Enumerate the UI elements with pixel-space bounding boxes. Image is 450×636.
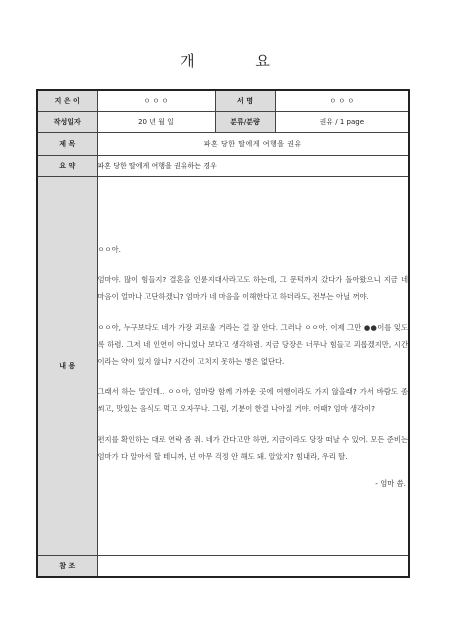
summary-label: 요 약 bbox=[37, 155, 97, 176]
reference-label: 참 조 bbox=[37, 555, 97, 577]
summary-value: 파혼 당한 딸에게 여행을 권유하는 경우 bbox=[97, 155, 409, 176]
summary-row bbox=[37, 155, 409, 176]
letter-paragraph: 편지를 확인하는 대로 연락 좀 줘. 네가 간다고만 하면, 지금이라도 당장 떠날 수 있어. 모든 준비는 엄마가 다 알아서 할 테니까, 넌 아무 걱정 안 해도 돼. 알았지? 힘내라, 우리 딸. bbox=[97, 434, 408, 461]
title-row bbox=[37, 132, 409, 155]
content-label: 내 용 bbox=[37, 176, 97, 555]
author-row bbox=[37, 90, 409, 111]
name-value: ㅇ ㅇ ㅇ bbox=[275, 90, 409, 111]
name-label: 서 명 bbox=[215, 90, 275, 111]
letter-greeting: ㅇㅇ아. bbox=[97, 244, 121, 254]
author-value: ㅇ ㅇ ㅇ bbox=[97, 90, 215, 111]
author-label: 지 은 이 bbox=[37, 90, 97, 111]
letter-body bbox=[97, 176, 409, 555]
letter-paragraph: 그래서 하는 말인데.. ㅇㅇ아, 엄마랑 함께 가까운 곳에 여행이라도 가지 않을래? 가서 바람도 좀 쐬고, 맛있는 음식도 먹고 오자꾸나. 그럼, 기분이 한결 나아질 거야. 어때? 엄마 생각이? bbox=[97, 387, 408, 414]
date-value: 20 년 월 일 bbox=[97, 111, 215, 132]
reference-row bbox=[37, 555, 409, 577]
date-label: 작성일자 bbox=[37, 111, 97, 132]
content-row bbox=[37, 176, 409, 555]
category-value: 권유 / 1 page bbox=[275, 111, 409, 132]
letter-paragraph: ㅇㅇ아, 누구보다도 네가 가장 괴로울 거라는 걸 잘 안다. 그러나 ㅇㅇ아. 이제 그만 ●●이를 잊도록 하렴. 그저 네 인연이 아니었나 보다고 생각하렴. 지금 당장은 너무나 힘들고 괴롭겠지만, 시간이라는 약이 있지 않니? 시간이 고치지 못하는 병은 없단다. bbox=[97, 322, 408, 366]
letter-signature: - 엄마 씀. bbox=[375, 479, 406, 489]
page-title: 개 요 bbox=[180, 52, 298, 70]
title-value: 파혼 당한 딸에게 여행을 권유 bbox=[97, 132, 409, 155]
title-label: 제 목 bbox=[37, 132, 97, 155]
letter-paragraph: 엄마야. 많이 힘들지? 결혼을 인륜지대사라고도 하는데, 그 문턱까지 갔다가 돌아왔으니 지금 네 마음이 얼마나 고단하겠니? 엄마가 네 마음을 이해한다고 하더라도, 전부는 아닐 꺼야. bbox=[97, 275, 408, 302]
reference-value bbox=[97, 555, 409, 577]
category-label: 분류/분량 bbox=[215, 111, 275, 132]
date-row bbox=[37, 111, 409, 132]
document-table bbox=[36, 89, 410, 578]
